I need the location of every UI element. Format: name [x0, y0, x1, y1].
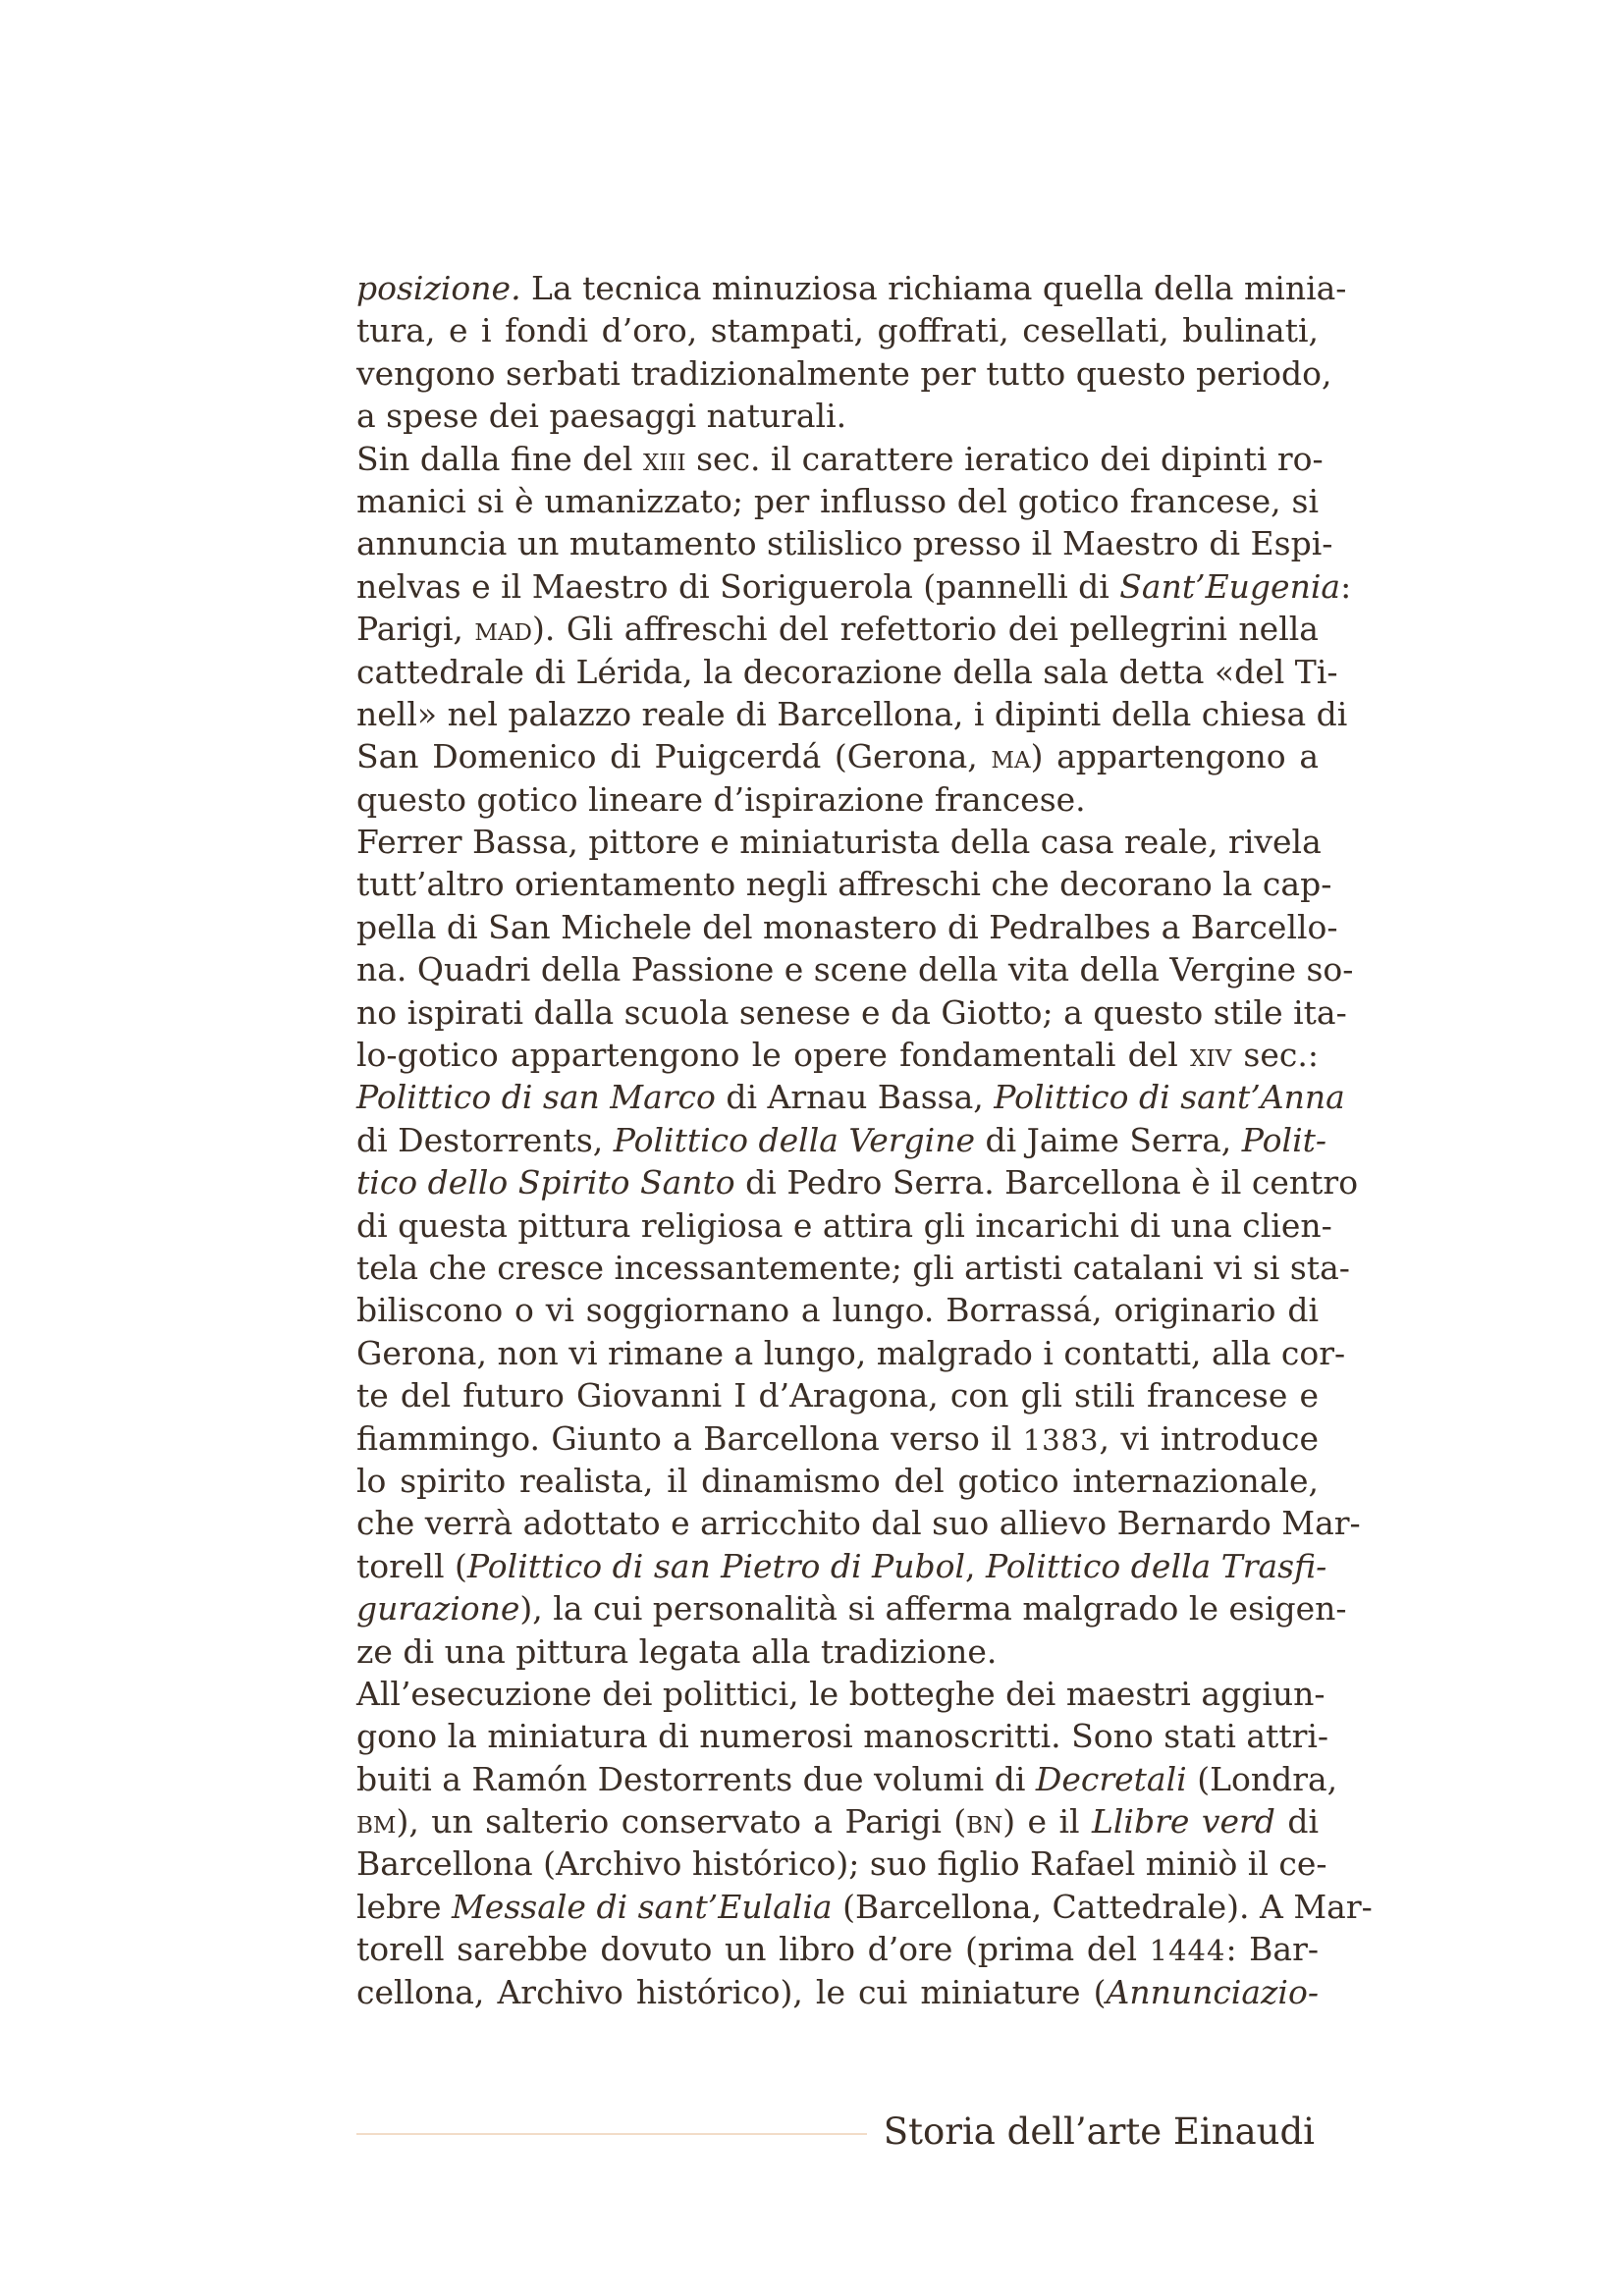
text-line — [356, 1076, 1345, 1118]
text-line — [356, 1417, 1319, 1460]
text-line — [356, 1119, 1327, 1161]
text-line — [356, 948, 1354, 990]
text-span: di questa pittura religiosa e attira gli incarichi di una clien- — [356, 1205, 1332, 1245]
text-span: Ferrer Bassa, pittore e miniaturista della casa reale, rivela — [356, 823, 1322, 862]
text-span: All’esecuzione dei polittici, le botteghe dei maestri aggiun- — [356, 1674, 1325, 1713]
text-span: questo gotico lineare d’ispirazione francese. — [356, 779, 1086, 819]
text-span: no ispirati dalla scuola senese e da Giotto; a questo stile ita- — [356, 992, 1347, 1032]
text-line — [356, 1289, 1319, 1331]
text-line — [356, 1502, 1361, 1544]
text-span: , — [965, 1546, 987, 1585]
text-span: di Destorrents, — [356, 1120, 614, 1159]
italic-text: Llibre verd — [1091, 1802, 1275, 1842]
italic-text: Decretali — [1035, 1759, 1187, 1798]
text-span: vengono serbati tradizionalmente per tutto questo periodo, — [356, 353, 1332, 393]
text-span: (Barcellona, Cattedrale). A Mar- — [832, 1887, 1373, 1926]
text-line — [356, 1928, 1319, 1970]
text-span: che verrà adottato e arricchito dal suo allievo Bernardo Mar- — [356, 1504, 1361, 1543]
text-span: di — [1274, 1802, 1319, 1842]
text-line — [356, 1545, 1327, 1587]
italic-text: tico dello Spirito Santo — [356, 1163, 735, 1202]
text-line — [356, 863, 1332, 905]
text-line — [356, 1715, 1329, 1757]
text-span: ) appartengono a — [1030, 737, 1319, 776]
text-span: di Arnau Bassa, — [715, 1078, 995, 1117]
text-span: tura, e i fondi d’oro, stampati, goffrati, cesellati, bulinati, — [356, 311, 1319, 350]
text-span: te del futuro Giovanni I d’Aragona, con gli stili francese e — [356, 1376, 1319, 1415]
italic-text: Polittico di sant’Anna — [994, 1078, 1345, 1117]
text-span: Parigi, — [356, 610, 475, 649]
italic-text: gurazione — [356, 1589, 520, 1629]
text-span: fiammingo. Giunto a Barcellona verso il — [356, 1418, 1023, 1458]
italic-text: Polittico della Trasfi- — [986, 1546, 1327, 1585]
text-line — [356, 651, 1338, 693]
text-span: di Pedro Serra. Barcellona è il centro — [734, 1163, 1359, 1202]
text-span: lebre — [356, 1887, 453, 1926]
text-span: biliscono o vi soggiornano a lungo. Borrassá, originario di — [356, 1291, 1319, 1330]
text-line — [356, 1971, 1319, 2013]
text-span: nell» nel palazzo reale di Barcellona, i dipinti della chiesa di — [356, 694, 1348, 733]
smallcaps-text: bn — [966, 1802, 1003, 1842]
text-span: tutt’altro orientamento negli affreschi che decorano la cap- — [356, 865, 1332, 904]
smallcaps-text: bm — [356, 1802, 397, 1842]
text-span: lo spirito realista, il dinamismo del gotico internazionale, — [356, 1461, 1319, 1500]
text-line — [356, 1587, 1347, 1629]
text-line — [356, 395, 1319, 437]
text-span: manici si è umanizzato; per influsso del gotico francese, si — [356, 481, 1319, 520]
text-span: La tecnica minuziosa richiama quella della minia- — [520, 269, 1347, 307]
italic-text: Messale di sant’Eulalia — [452, 1887, 833, 1926]
text-span: annuncia un mutamento stilislico presso il Maestro di Espi- — [356, 524, 1333, 563]
text-line — [356, 522, 1333, 564]
text-line — [356, 1630, 1319, 1673]
text-line — [356, 1842, 1327, 1885]
text-line — [356, 821, 1322, 863]
italic-text: Polit- — [1241, 1120, 1327, 1159]
text-line — [356, 1886, 1373, 1928]
text-span: torell sarebbe dovuto un libro d’ore (prima del — [356, 1930, 1150, 1969]
numeral-text: 1383 — [1022, 1422, 1100, 1457]
text-line — [356, 1460, 1319, 1502]
text-line — [356, 1374, 1319, 1416]
text-span: cattedrale di Lérida, la decorazione della sala detta «del Ti- — [356, 652, 1338, 691]
text-span: ), la cui personalità si afferma malgrado le esigen- — [519, 1589, 1347, 1629]
text-span: buiti a Ramón Destorrents due volumi di — [356, 1759, 1036, 1798]
italic-text: Sant’Eugenia — [1119, 566, 1341, 606]
text-span: ze di una pittura legata alla tradizione. — [356, 1631, 998, 1671]
text-line — [356, 1247, 1350, 1289]
text-span: : — [1340, 566, 1352, 606]
smallcaps-text: xiii — [642, 439, 686, 478]
text-span: tela che cresce incessantemente; gli artisti catalani vi si sta- — [356, 1248, 1350, 1287]
text-span: di Jaime Serra, — [975, 1120, 1242, 1159]
footer-rule — [356, 2133, 867, 2135]
text-line — [356, 1204, 1332, 1247]
smallcaps-text: mad — [474, 610, 532, 649]
text-span: torell ( — [356, 1546, 467, 1585]
text-span: nelvas e il Maestro di Soriguerola (pannelli di — [356, 566, 1120, 606]
text-span: gono la miniatura di numerosi manoscritti. Sono stati attri- — [356, 1717, 1329, 1756]
text-span: : Bar- — [1225, 1930, 1319, 1969]
text-line — [356, 480, 1319, 522]
text-line — [356, 693, 1348, 735]
text-span: San Domenico di Puigcerdá (Gerona, — [356, 737, 992, 776]
text-span: , vi introduce — [1099, 1418, 1319, 1458]
italic-text: Polittico di san Marco — [356, 1078, 716, 1117]
text-line — [356, 1332, 1346, 1374]
text-line — [356, 309, 1319, 351]
text-span: ) e il — [1002, 1802, 1092, 1842]
italic-text: Annunciazio- — [1106, 1972, 1319, 2011]
text-span: cellona, Archivo histórico), le cui miniature ( — [356, 1972, 1107, 2011]
smallcaps-text: xiv — [1190, 1036, 1232, 1075]
text-span: Barcellona (Archivo histórico); suo figlio Rafael miniò il ce- — [356, 1844, 1327, 1884]
text-line — [356, 352, 1332, 395]
smallcaps-text: ma — [991, 737, 1031, 776]
body-text — [356, 267, 1373, 2013]
text-line — [356, 1034, 1319, 1076]
text-span: pella di San Michele del monastero di Pedralbes a Barcello- — [356, 907, 1338, 946]
text-span: na. Quadri della Passione e scene della vita della Vergine so- — [356, 950, 1354, 989]
text-span: lo-gotico appartengono le opere fondamentali del — [356, 1036, 1191, 1075]
text-span: Sin dalla fine del — [356, 439, 643, 478]
text-span: ). Gli affreschi del refettorio dei pellegrini nella — [531, 610, 1319, 649]
text-line — [356, 1800, 1319, 1842]
text-line — [356, 991, 1347, 1034]
italic-text: Polittico della Vergine — [613, 1120, 975, 1159]
italic-text: Polittico di san Pietro di Pubol — [466, 1546, 966, 1585]
footer-title: Storia dell’arte Einaudi — [883, 2110, 1315, 2153]
text-line — [356, 608, 1319, 650]
text-line — [356, 438, 1324, 480]
text-span: sec. il carattere ieratico dei dipinti ro- — [685, 439, 1324, 478]
text-line — [356, 1161, 1359, 1203]
text-span: a spese dei paesaggi naturali. — [356, 397, 847, 436]
text-line — [356, 778, 1319, 821]
text-span: sec.: — [1231, 1036, 1319, 1075]
text-line — [356, 1673, 1325, 1715]
text-span: Gerona, non vi rimane a lungo, malgrado i contatti, alla cor- — [356, 1333, 1346, 1372]
text-line — [356, 1758, 1338, 1800]
text-line — [356, 267, 1347, 309]
text-span: (Londra, — [1186, 1759, 1338, 1798]
italic-text: posizione. — [356, 269, 521, 307]
text-line — [356, 735, 1319, 777]
text-line — [356, 565, 1352, 608]
text-line — [356, 906, 1338, 948]
numeral-text: 1444 — [1149, 1934, 1226, 1968]
text-span: ), un salterio conservato a Parigi ( — [396, 1802, 967, 1842]
